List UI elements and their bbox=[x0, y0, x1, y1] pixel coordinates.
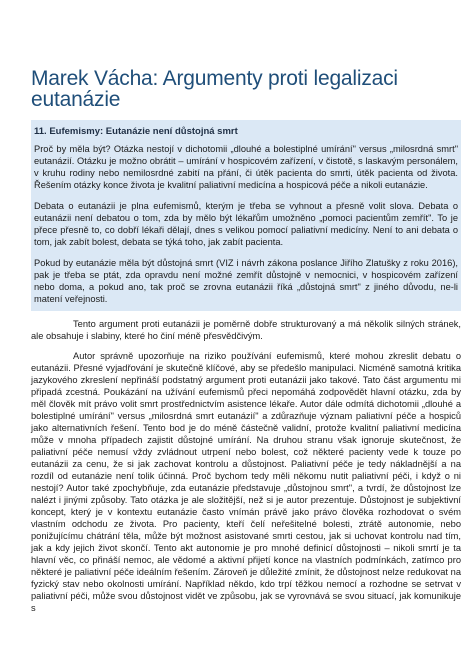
box-paragraph: Debata o eutanázii je plna eufemismů, kterým je třeba se vyhnout a přesně volit slova. Debata o eutanázii není debatou o tom, zda by mělo být lékařům umožněno „pomoci pacientům zemřít". To je přece přesně to, co dobří lékaři dělají, dnes s velikou pomocí paliativní medicíny. Není to ani debata o tom, jak zabít bolest, debata se týká toho, jak zabít pacienta. bbox=[34, 201, 458, 247]
page-title bbox=[31, 68, 456, 110]
body-paragraph: Autor správně upozorňuje na riziko používání eufemismů, které mohou zkreslit debatu o eutanázii. Přesné vyjadřování je skutečně klíčové, aby se předešlo manipulaci. Nicméně samotná kritika jazykového zkreslení nepřináší podstatný argument proti eutanázii jako takové. Tato část argumentu mi připadá zcestná. Poukázání na užívání eufemismů přeci nepomáhá zodpovědět hlavní otázku, zda by měl člověk mít právo volit smrt prostřednictvím asistence lékaře. Autor dále odmítá dichotomii „dlouhé a bolestiplné umírání" versus „milosrdná smrt eutanázií" a zdůrazňuje význam paliativní péče a hospiců jako alternativních řešení. Tento bod je do méně částečně validní, protože kvalitní paliativní medicína může v mnoha případech zajistit důstojné umírání. Na druhou stranu však ignoruje skutečnost, že paliativní péče nemusí vždy zvládnout utrpení nebo bolest, což některé pacienty vede k touze po eutanázii za cenu, že si jak zachovat kontrolu a důstojnost. Paliativní péče je tedy nákladnější a na rozdíl od eutanázie není tolik účinná. Proč bychom tedy měli někomu nutit paliativní péči, i když o ni nestojí? Autor také zpochybňuje, zda eutanázie představuje „důstojnou smrt", a tvrdí, že důstojnost lze nalézt i jinými způsoby. Tato otázka je ale složitější, než si je autor prezentuje. Důstojnost je subjektivní koncept, který je v kontextu eutanázie často vnímán právě jako právo člověka rozhodovat o svém vlastním odchodu ze života. Pro pacienty, kteří čelí neřešitelné bolesti, ztrátě autonomie, nebo ponižujícímu chátrání těla, může být možnost asistované smrti cestou, jak si uchovat kontrolu nad tím, jak a kdy jejich život skončí. Tento akt autonomie je pro mnohé definicí důstojnosti – nikoli smrtí je ta hlavní věc, co přináší nemoc, ale vědomé a aktivní přijetí konce na vlastních podmínkách, zatímco pro některé je paliativní péče ideálním řešením. Zároveň je důležité zmínit, že důstojnost nelze redukovat na fyzický stav nebo okolnosti umírání. Například někdo, kdo trpí těžkou nemocí a rozhodne se setrvat v paliativní péči, může svou důstojnost vidět ve způsobu, jak se vyrovnává se svou situací, jak komunikuje s bbox=[31, 351, 461, 613]
section-heading: 11. Eufemismy: Eutanázie není důstojná smrt bbox=[34, 126, 238, 137]
box-paragraph: Proč by měla být? Otázka nestojí v dichotomii „dlouhé a bolestiplné umírání" versus „milosrdná smrt" eutanázií. Otázku je možno obrátit – umírání v hospicovém zařízení, v čistotě, s laskavým personálem, v kruhu rodiny nebo nemilosrdné zabití na přání, či útěk pacienta do smrti, útěk pacienta od života. Řešením otázky konce života je kvalitní paliativní medicína a hospicová péče a nikoli eutanázie. bbox=[34, 144, 458, 190]
body-text bbox=[31, 318, 461, 614]
box-paragraph: Pokud by eutanázie měla být důstojná smrt (VIZ i návrh zákona poslance Jiřího Zlatušky z roku 2016), pak je třeba se ptát, zda opravdu není možné zemřít důstojně v nemocnici, v hospicovém zařízení nebo doma, a pokud ano, tak proč se zrovna eutanázii říká „důstojná smrt" z jiného důvodu, ne-li matení veřejnosti. bbox=[34, 258, 458, 304]
title-line-1: Marek Vácha: Argumenty proti legalizaci bbox=[31, 67, 398, 90]
highlighted-argument-box bbox=[31, 120, 461, 311]
title-line-2: eutanázie bbox=[31, 88, 121, 111]
body-paragraph: Tento argument proti eutanázii je poměrně dobře strukturovaný a má několik silných stránek, ale obsahuje i slabiny, které ho činí méně přesvědčivým. bbox=[31, 319, 461, 341]
